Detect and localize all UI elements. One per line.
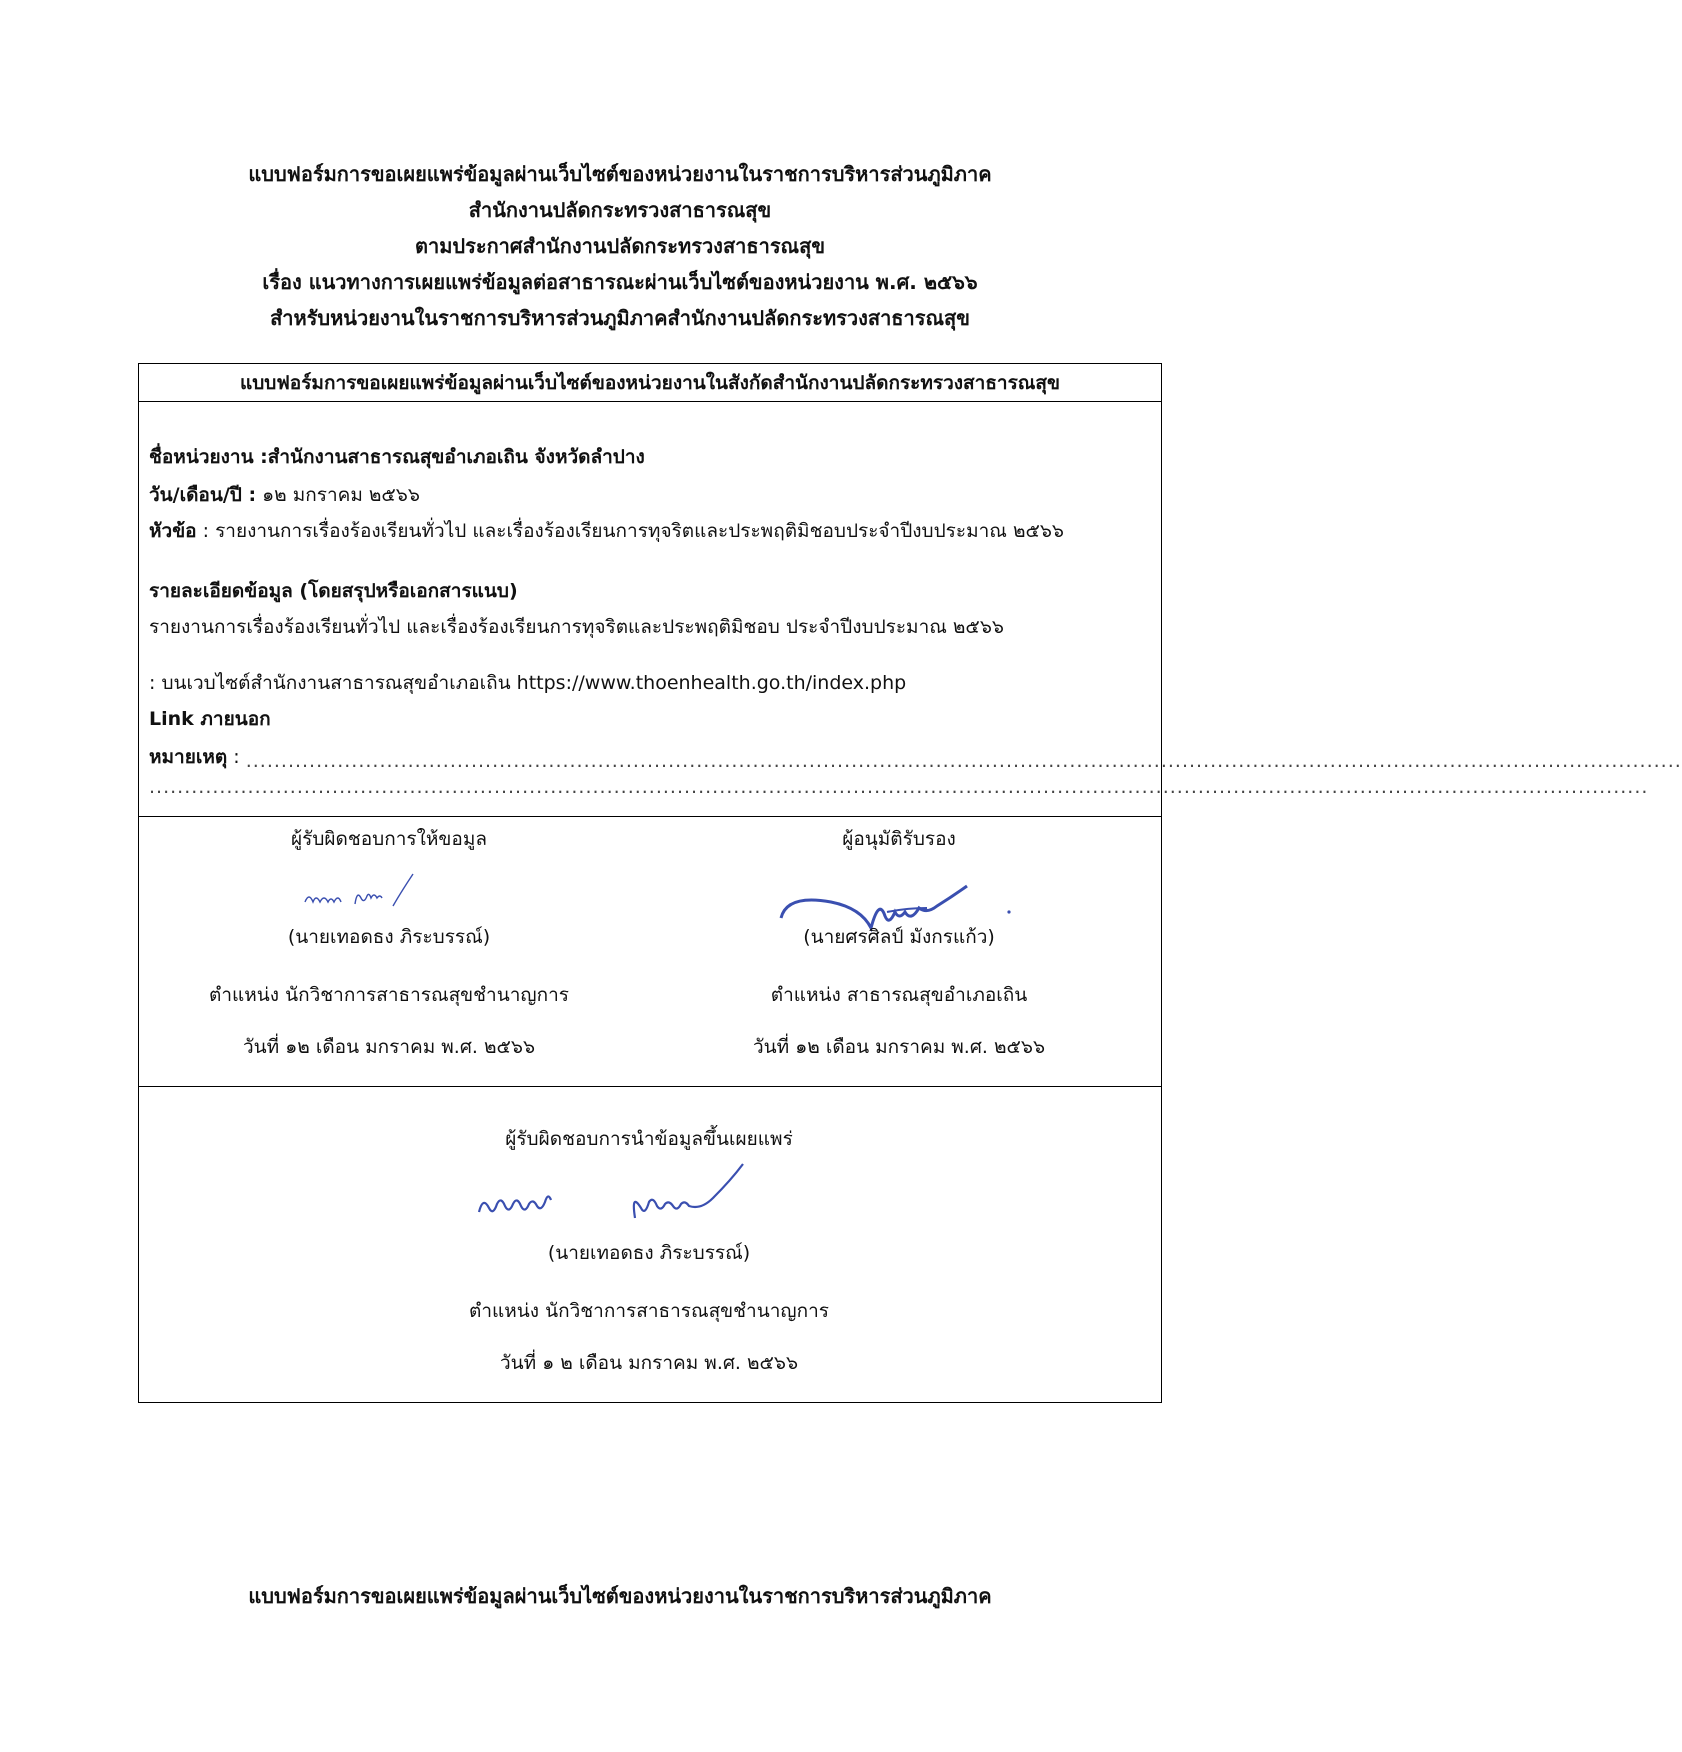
website-line: : บนเวบไซต์สำนักงานสาธารณสุขอำเภอเถิน https://www.thoenhealth.go.th/index.php — [149, 672, 907, 694]
note-colon: : — [227, 746, 246, 768]
note-dotted-line: ............................................................................................................................................................................................................ — [245, 750, 1682, 772]
header-line-1: แบบฟอร์มการขอเผยแพร่ข้อมูลผ่านเว็บไซต์ของหน่วยงานในราชการบริหารส่วนภูมิภาค — [248, 162, 992, 186]
date-value: ๑๒ มกราคม ๒๕๖๖ — [256, 484, 420, 506]
footer-title: แบบฟอร์มการขอเผยแพร่ข้อมูลผ่านเว็บไซต์ของหน่วยงานในราชการบริหารส่วนภูมิภาค — [248, 1584, 992, 1608]
publisher-name: (นายเทอดธง ภิระบรรณ์) — [547, 1242, 751, 1264]
approver-role: ผู้อนุมัติรับรอง — [842, 828, 956, 850]
approver-name: (นายศรศิลป์ มังกรแก้ว) — [803, 926, 995, 948]
header-line-4: เรื่อง แนวทางการเผยแพร่ข้อมูลต่อสาธารณะผ่านเว็บไซต์ของหน่วยงาน พ.ศ. ๒๕๖๖ — [262, 270, 978, 294]
detail-value: รายงานการเรื่องร้องเรียนทั่วไป และเรื่องร้องเรียนการทุจริตและประพฤติมิชอบ ประจำปีงบประมาณ ๒๕๖๖ — [149, 616, 1004, 638]
header-line-5: สำหรับหน่วยงานในราชการบริหารส่วนภูมิภาคสำนักงานปลัดกระทรวงสาธารณสุข — [270, 306, 970, 330]
agency-value: สำนักงานสาธารณสุขอำเภอเถิน จังหวัดลำปาง — [267, 446, 645, 468]
document-header — [0, 156, 1240, 336]
agency-label: ชื่อหน่วยงาน : — [149, 446, 268, 468]
provider-name: (นายเทอดธง ภิระบรรณ์) — [287, 926, 491, 948]
provider-date: วันที่ ๑๒ เดือน มกราคม พ.ศ. ๒๕๖๖ — [242, 1036, 536, 1058]
publisher-signature-image — [465, 1162, 785, 1236]
form-info-section — [149, 402, 1682, 816]
provider-signature-image — [299, 872, 439, 920]
form-title: แบบฟอร์มการขอเผยแพร่ข้อมูลผ่านเว็บไซต์ของหน่วยงานในสังกัดสำนักงานปลัดกระทรวงสาธารณสุข — [139, 364, 1161, 402]
provider-role: ผู้รับผิดชอบการให้ขอมูล — [291, 828, 487, 850]
approver-signature-block — [659, 816, 1139, 1086]
publisher-signature-block — [409, 1086, 889, 1404]
approver-position: ตำแหน่ง สาธารณสุขอำเภอเถิน — [770, 984, 1028, 1006]
date-row — [149, 480, 420, 510]
note-row-2 — [149, 776, 1649, 798]
publisher-role: ผู้รับผิดชอบการนำข้อมูลขึ้นเผยแพร่ — [505, 1128, 793, 1150]
date-label: วัน/เดือน/ปี : — [149, 484, 257, 506]
topic-row — [149, 516, 1064, 546]
topic-value: : รายงานการเรื่องร้องเรียนทั่วไป และเรื่องร้องเรียนการทุจริตและประพฤติมิชอบประจำปีงบประมาณ ๒๕๖๖ — [196, 520, 1064, 542]
publisher-position: ตำแหน่ง นักวิชาการสาธารณสุขชำนาญการ — [469, 1300, 829, 1322]
link-label: Link ภายนอก — [149, 708, 271, 730]
approver-date: วันที่ ๑๒ เดือน มกราคม พ.ศ. ๒๕๖๖ — [752, 1036, 1046, 1058]
publisher-date: วันที่ ๑ ๒ เดือน มกราคม พ.ศ. ๒๕๖๖ — [499, 1352, 799, 1374]
header-line-3: ตามประกาศสำนักงานปลัดกระทรวงสาธารณสุข — [414, 234, 825, 258]
topic-label: หัวข้อ — [149, 520, 197, 542]
provider-position: ตำแหน่ง นักวิชาการสาธารณสุขชำนาญการ — [209, 984, 569, 1006]
note-dotted-line-2: ..................................................................................................................................................................................................................... — [149, 776, 1649, 798]
header-line-2: สำนักงานปลัดกระทรวงสาธารณสุข — [468, 198, 772, 222]
publication-form — [138, 363, 1682, 1403]
provider-signature-block — [149, 816, 629, 1086]
detail-label: รายละเอียดข้อมูล (โดยสรุปหรือเอกสารแนบ) — [149, 580, 518, 602]
note-label: หมายเหตุ — [149, 746, 228, 768]
note-row — [149, 742, 1682, 772]
agency-row — [149, 442, 645, 472]
